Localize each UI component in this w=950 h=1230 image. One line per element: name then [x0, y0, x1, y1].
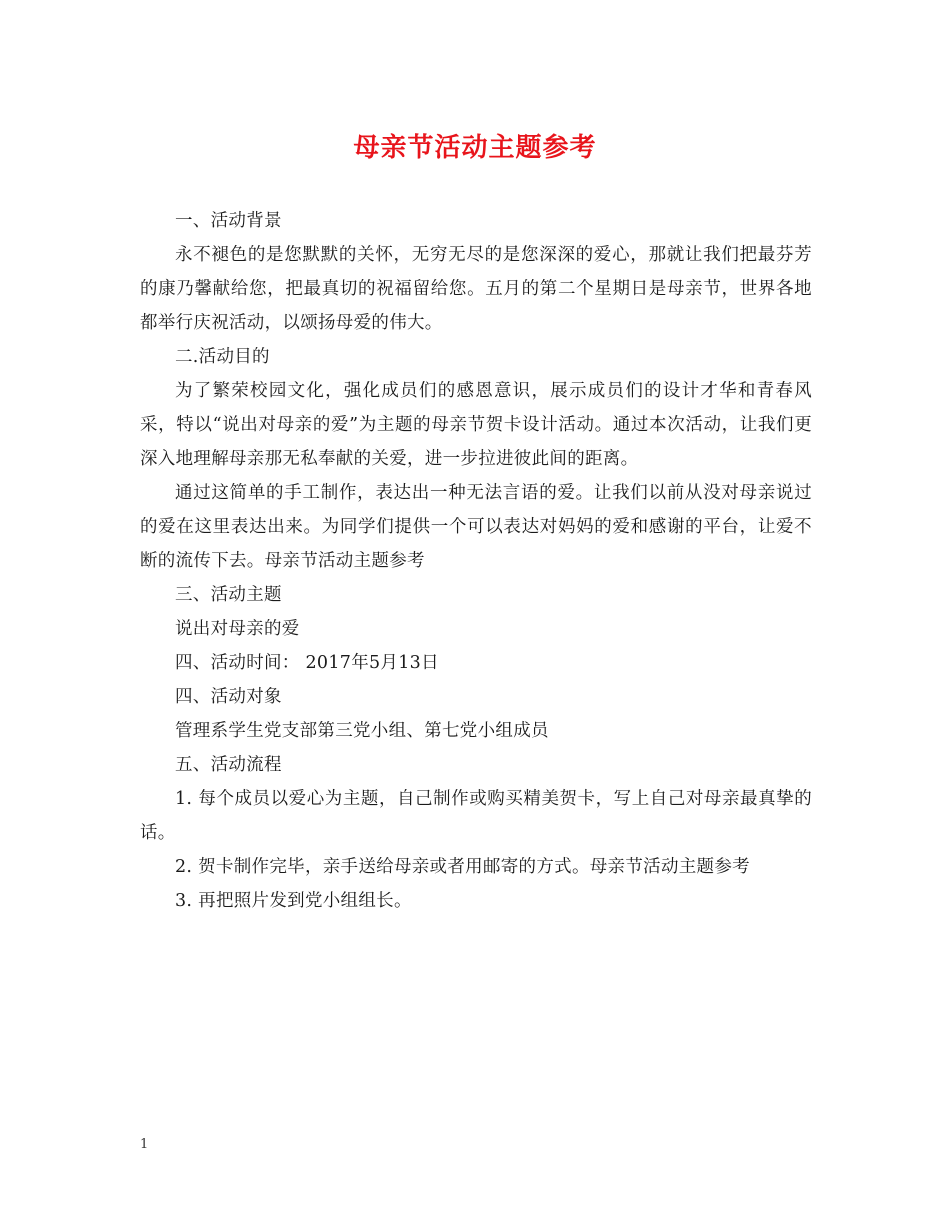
process-step-1: 1. 每个成员以爱心为主题，自己制作或购买精美贺卡，写上自己对母亲最真挚的话。	[140, 789, 812, 843]
paragraph-purpose: 为了繁荣校园文化，强化成员们的感恩意识，展示成员们的设计才华和青春风采，特以“说出对母亲的爱”为主题的母亲节贺卡设计活动。通过本次活动，让我们更深入地理解母亲那无私奉献的关爱，进一步拉进彼此间的距离。	[140, 381, 812, 469]
section-heading-process: 五、活动流程	[175, 755, 282, 775]
process-step-3: 3. 再把照片发到党小组组长。	[175, 891, 412, 911]
paragraph-audience: 管理系学生党支部第三党小组、第七党小组成员	[175, 721, 549, 741]
paragraph-purpose-detail: 通过这简单的手工制作，表达出一种无法言语的爱。让我们以前从没对母亲说过的爱在这里表达出来。为同学们提供一个可以表达对妈妈的爱和感谢的平台，让爱不断的流传下去。母亲节活动主题参考	[140, 483, 812, 571]
section-heading-background: 一、活动背景	[175, 211, 282, 231]
paragraph-background: 永不褪色的是您默默的关怀，无穷无尽的是您深深的爱心，那就让我们把最芬芳的康乃馨献给您，把最真切的祝福留给您。五月的第二个星期日是母亲节，世界各地都举行庆祝活动，以颂扬母爱的伟大。	[140, 245, 812, 333]
section-heading-purpose: 二.活动目的	[175, 347, 270, 367]
paragraph-theme: 说出对母亲的爱	[175, 619, 300, 639]
activity-time-line: 四、活动时间： 2017年5月13日	[175, 653, 439, 673]
document-body	[140, 204, 812, 918]
section-heading-theme: 三、活动主题	[175, 585, 282, 605]
section-heading-audience: 四、活动对象	[175, 687, 282, 707]
document-title: 母亲节活动主题参考	[353, 133, 597, 163]
page-number: 1	[140, 1137, 149, 1152]
process-step-2: 2. 贺卡制作完毕，亲手送给母亲或者用邮寄的方式。母亲节活动主题参考	[175, 857, 750, 877]
